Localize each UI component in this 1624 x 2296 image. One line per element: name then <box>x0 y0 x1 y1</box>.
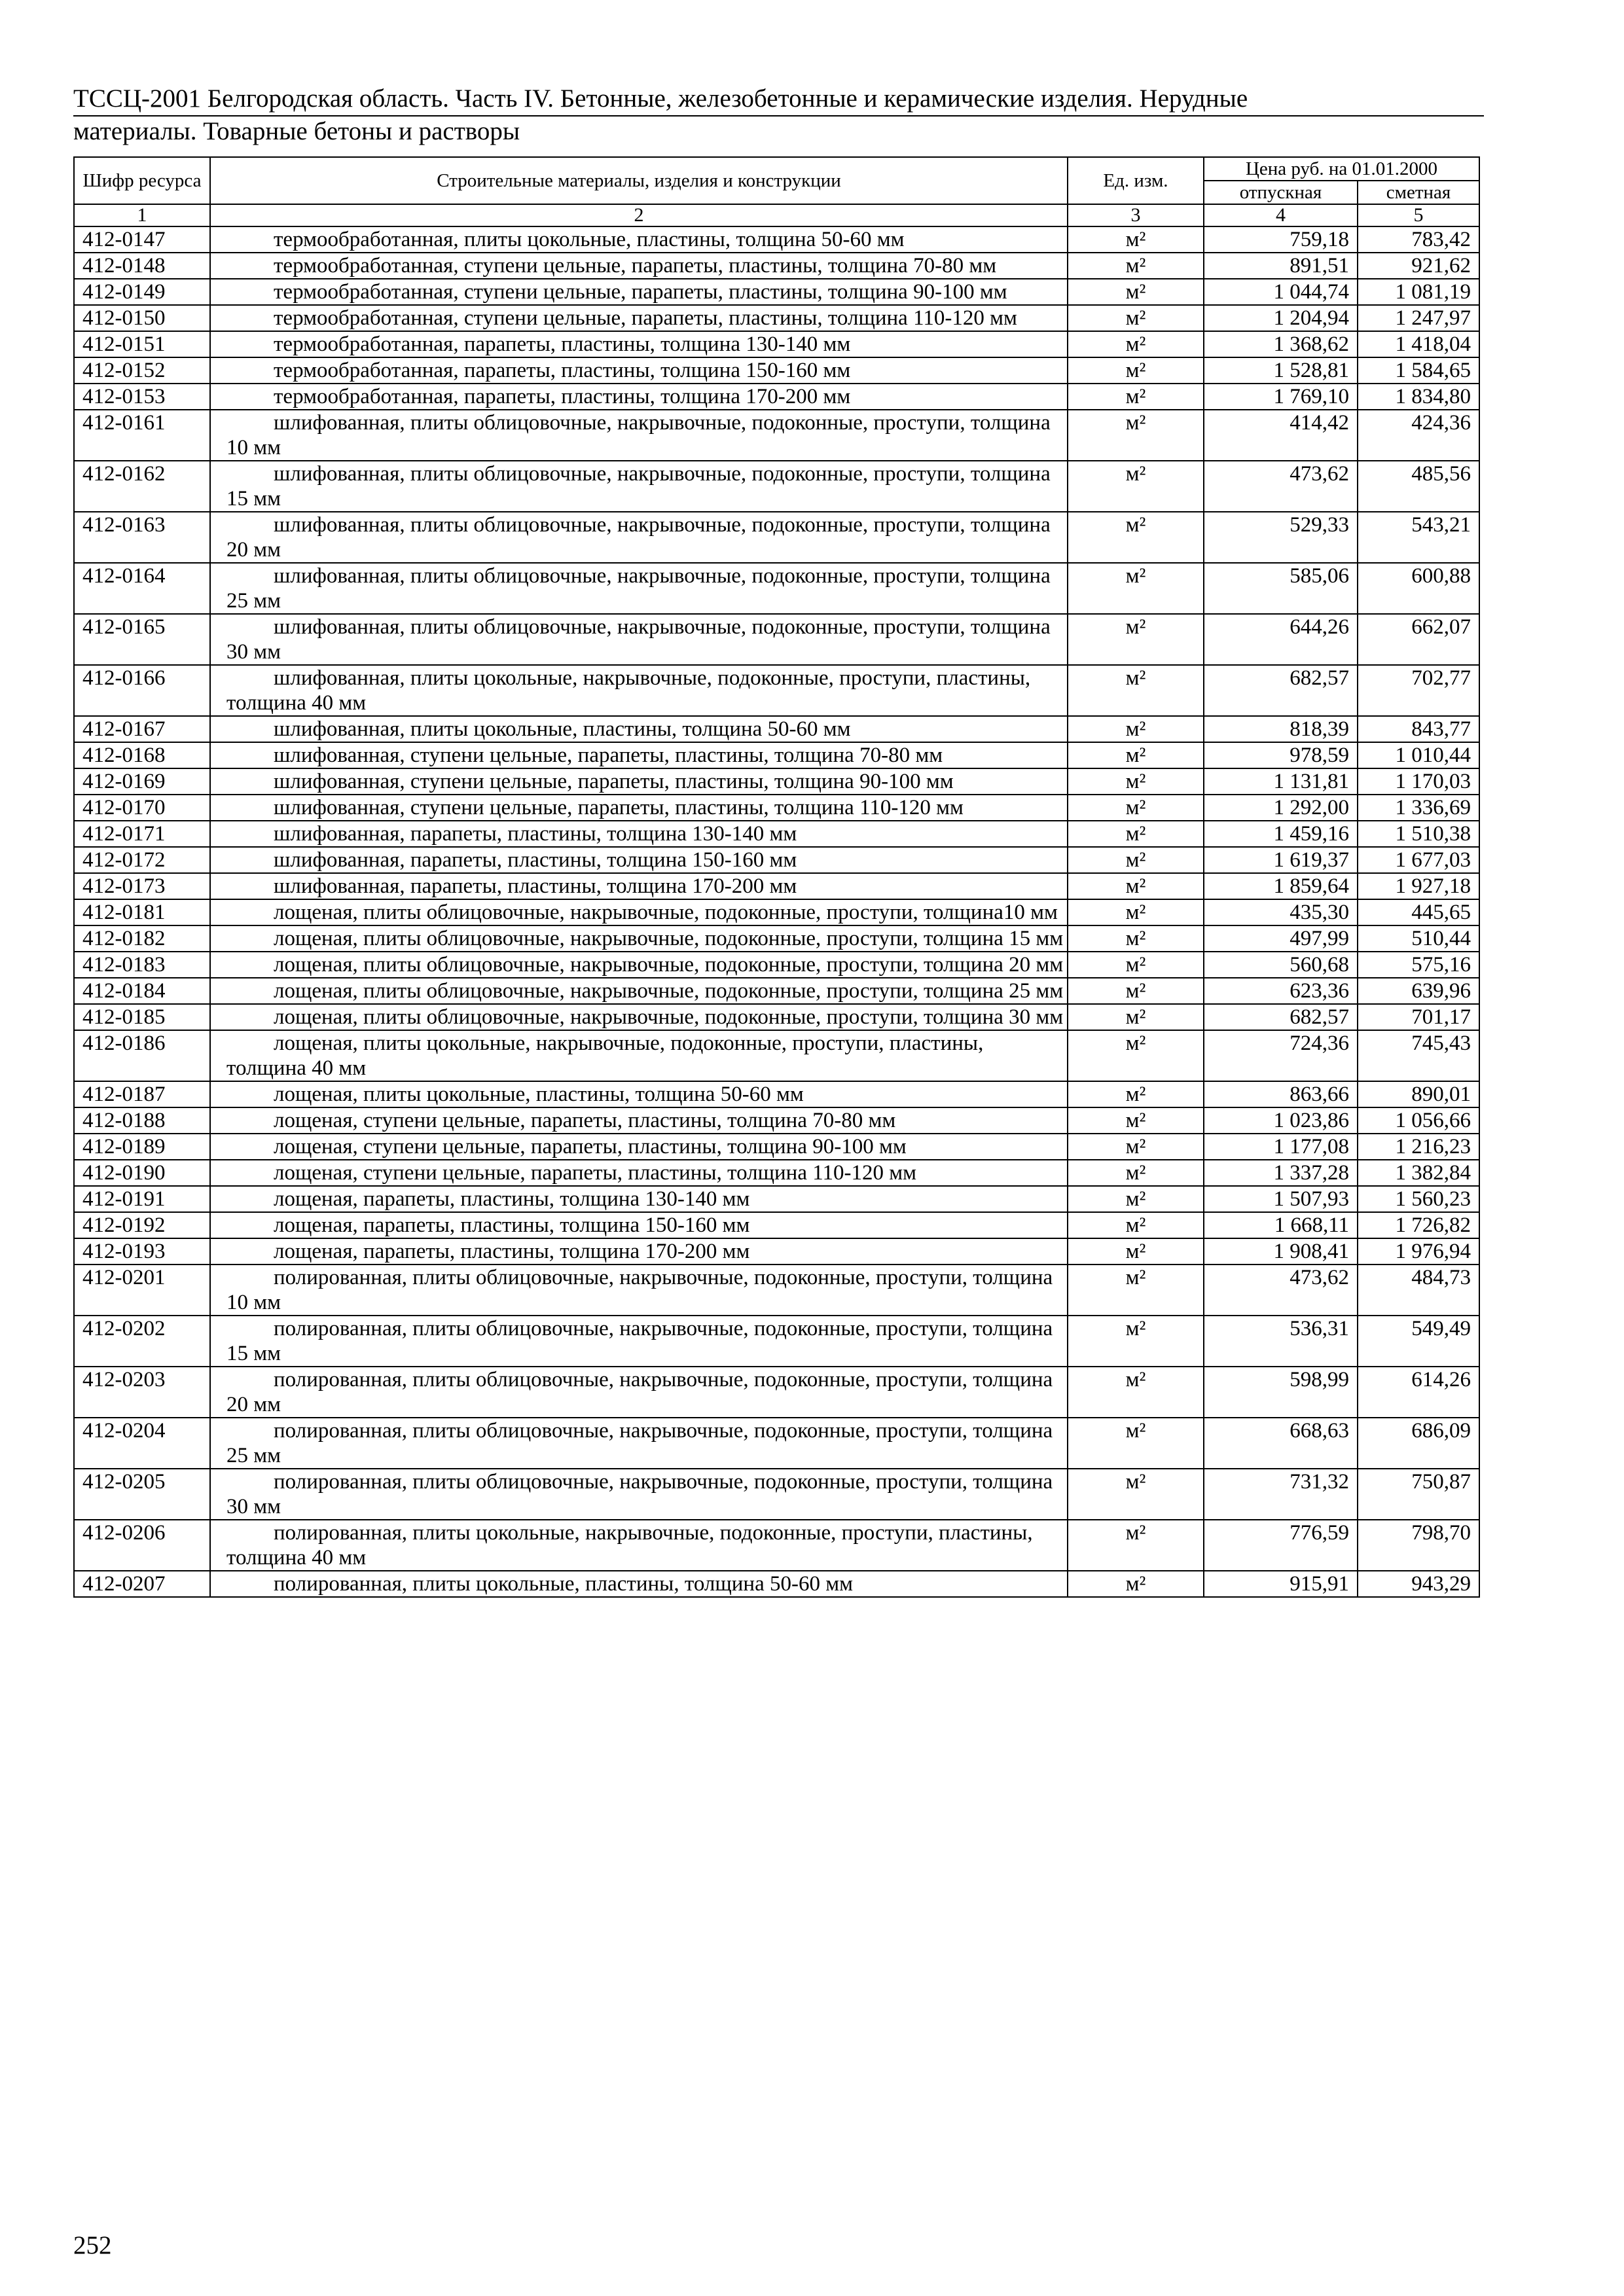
unit: м² <box>1068 563 1204 614</box>
estimate-price: 702,77 <box>1358 665 1479 716</box>
release-price: 724,36 <box>1204 1030 1358 1081</box>
material-name: термообработанная, плиты цокольные, пластины, толщина 50-60 мм <box>210 226 1068 253</box>
table-row <box>74 978 1479 1004</box>
release-price: 1 368,62 <box>1204 331 1358 357</box>
estimate-price: 549,49 <box>1358 1316 1479 1367</box>
table-row <box>74 1212 1479 1238</box>
table-row <box>74 1367 1479 1418</box>
unit: м² <box>1068 1367 1204 1418</box>
unit: м² <box>1068 821 1204 847</box>
unit: м² <box>1068 1418 1204 1469</box>
unit: м² <box>1068 716 1204 742</box>
table-row <box>74 614 1479 665</box>
unit: м² <box>1068 1212 1204 1238</box>
material-name: лощеная, плиты облицовочные, накрывочные, подоконные, проступи, толщина 30 мм <box>210 1004 1068 1030</box>
resource-code: 412-0172 <box>74 847 210 873</box>
release-price: 1 507,93 <box>1204 1186 1358 1212</box>
table-row <box>74 357 1479 384</box>
release-price: 1 619,37 <box>1204 847 1358 873</box>
release-price: 473,62 <box>1204 1265 1358 1316</box>
unit: м² <box>1068 1134 1204 1160</box>
table-row <box>74 253 1479 279</box>
estimate-price: 701,17 <box>1358 1004 1479 1030</box>
title-line-1: ТССЦ-2001 Белгородская область. Часть IV. Бетонные, железобетонные и керамические изделия. Нерудные <box>73 84 1484 117</box>
material-name: термообработанная, ступени цельные, парапеты, пластины, толщина 90-100 мм <box>210 279 1068 305</box>
unit: м² <box>1068 1265 1204 1316</box>
material-name: полированная, плиты облицовочные, накрывочные, подоконные, проступи, толщина 25 мм <box>210 1418 1068 1469</box>
resource-code: 412-0168 <box>74 742 210 768</box>
unit: м² <box>1068 873 1204 899</box>
release-price: 863,66 <box>1204 1081 1358 1107</box>
resource-code: 412-0162 <box>74 461 210 512</box>
release-price: 776,59 <box>1204 1520 1358 1571</box>
unit: м² <box>1068 847 1204 873</box>
table-row <box>74 226 1479 253</box>
unit: м² <box>1068 768 1204 795</box>
estimate-price: 1 382,84 <box>1358 1160 1479 1186</box>
resource-code: 412-0153 <box>74 384 210 410</box>
table-row <box>74 1081 1479 1107</box>
release-price: 1 044,74 <box>1204 279 1358 305</box>
estimate-price: 1 056,66 <box>1358 1107 1479 1134</box>
unit: м² <box>1068 1571 1204 1597</box>
release-price: 1 908,41 <box>1204 1238 1358 1265</box>
table-row <box>74 1004 1479 1030</box>
resource-code: 412-0164 <box>74 563 210 614</box>
table-row <box>74 1030 1479 1081</box>
table-row <box>74 952 1479 978</box>
material-name: шлифованная, парапеты, пластины, толщина 130-140 мм <box>210 821 1068 847</box>
estimate-price: 686,09 <box>1358 1418 1479 1469</box>
page-number: 252 <box>73 2231 112 2259</box>
release-price: 682,57 <box>1204 1004 1358 1030</box>
release-price: 644,26 <box>1204 614 1358 665</box>
table-row <box>74 1238 1479 1265</box>
material-name: лощеная, плиты облицовочные, накрывочные, подоконные, проступи, толщина 25 мм <box>210 978 1068 1004</box>
unit: м² <box>1068 461 1204 512</box>
table-row <box>74 1469 1479 1520</box>
release-price: 1 769,10 <box>1204 384 1358 410</box>
release-price: 682,57 <box>1204 665 1358 716</box>
estimate-price: 783,42 <box>1358 226 1479 253</box>
resource-code: 412-0184 <box>74 978 210 1004</box>
unit: м² <box>1068 1238 1204 1265</box>
release-price: 560,68 <box>1204 952 1358 978</box>
material-name: шлифованная, ступени цельные, парапеты, пластины, толщина 110-120 мм <box>210 795 1068 821</box>
resource-code: 412-0148 <box>74 253 210 279</box>
table-row <box>74 873 1479 899</box>
release-price: 1 131,81 <box>1204 768 1358 795</box>
resource-code: 412-0188 <box>74 1107 210 1134</box>
unit: м² <box>1068 226 1204 253</box>
table-row <box>74 742 1479 768</box>
resource-code: 412-0205 <box>74 1469 210 1520</box>
resource-code: 412-0206 <box>74 1520 210 1571</box>
estimate-price: 1 834,80 <box>1358 384 1479 410</box>
header-price: Цена руб. на 01.01.2000 <box>1204 157 1479 181</box>
estimate-price: 843,77 <box>1358 716 1479 742</box>
unit: м² <box>1068 978 1204 1004</box>
material-name: шлифованная, плиты цокольные, пластины, толщина 50-60 мм <box>210 716 1068 742</box>
resource-code: 412-0181 <box>74 899 210 925</box>
release-price: 1 177,08 <box>1204 1134 1358 1160</box>
table-row <box>74 768 1479 795</box>
estimate-price: 1 976,94 <box>1358 1238 1479 1265</box>
resource-code: 412-0161 <box>74 410 210 461</box>
material-name: лощеная, плиты цокольные, накрывочные, подоконные, проступи, пластины, толщина 40 мм <box>210 1030 1068 1081</box>
resource-code: 412-0190 <box>74 1160 210 1186</box>
header-unit: Ед. изм. <box>1068 157 1204 204</box>
release-price: 1 292,00 <box>1204 795 1358 821</box>
unit: м² <box>1068 305 1204 331</box>
material-name: полированная, плиты цокольные, пластины, толщина 50-60 мм <box>210 1571 1068 1597</box>
resource-code: 412-0185 <box>74 1004 210 1030</box>
material-name: шлифованная, плиты облицовочные, накрывочные, подоконные, проступи, толщина 25 мм <box>210 563 1068 614</box>
release-price: 915,91 <box>1204 1571 1358 1597</box>
material-name: полированная, плиты облицовочные, накрывочные, подоконные, проступи, толщина 20 мм <box>210 1367 1068 1418</box>
material-name: шлифованная, плиты облицовочные, накрывочные, подоконные, проступи, толщина 15 мм <box>210 461 1068 512</box>
unit: м² <box>1068 665 1204 716</box>
unit: м² <box>1068 1520 1204 1571</box>
release-price: 818,39 <box>1204 716 1358 742</box>
resource-code: 412-0166 <box>74 665 210 716</box>
material-name: лощеная, парапеты, пластины, толщина 170-200 мм <box>210 1238 1068 1265</box>
unit: м² <box>1068 795 1204 821</box>
resource-code: 412-0170 <box>74 795 210 821</box>
table-row <box>74 1571 1479 1597</box>
resource-code: 412-0201 <box>74 1265 210 1316</box>
unit: м² <box>1068 899 1204 925</box>
unit: м² <box>1068 357 1204 384</box>
release-price: 435,30 <box>1204 899 1358 925</box>
material-name: шлифованная, плиты облицовочные, накрывочные, подоконные, проступи, толщина 30 мм <box>210 614 1068 665</box>
unit: м² <box>1068 1030 1204 1081</box>
resource-code: 412-0204 <box>74 1418 210 1469</box>
unit: м² <box>1068 410 1204 461</box>
resource-code: 412-0171 <box>74 821 210 847</box>
estimate-price: 1 560,23 <box>1358 1186 1479 1212</box>
estimate-price: 600,88 <box>1358 563 1479 614</box>
material-name: термообработанная, ступени цельные, парапеты, пластины, толщина 110-120 мм <box>210 305 1068 331</box>
estimate-price: 424,36 <box>1358 410 1479 461</box>
resource-code: 412-0183 <box>74 952 210 978</box>
table-row <box>74 331 1479 357</box>
unit: м² <box>1068 1081 1204 1107</box>
release-price: 473,62 <box>1204 461 1358 512</box>
table-row <box>74 665 1479 716</box>
resource-code: 412-0149 <box>74 279 210 305</box>
release-price: 598,99 <box>1204 1367 1358 1418</box>
estimate-price: 1 726,82 <box>1358 1212 1479 1238</box>
column-number: 4 <box>1204 204 1358 226</box>
table-row <box>74 461 1479 512</box>
table-row <box>74 795 1479 821</box>
header-name: Строительные материалы, изделия и конструкции <box>210 157 1068 204</box>
material-name: лощеная, ступени цельные, парапеты, пластины, толщина 110-120 мм <box>210 1160 1068 1186</box>
release-price: 1 859,64 <box>1204 873 1358 899</box>
material-name: термообработанная, парапеты, пластины, толщина 170-200 мм <box>210 384 1068 410</box>
material-name: полированная, плиты облицовочные, накрывочные, подоконные, проступи, толщина 30 мм <box>210 1469 1068 1520</box>
table-row <box>74 384 1479 410</box>
column-number: 1 <box>74 204 210 226</box>
table-row <box>74 1160 1479 1186</box>
resource-code: 412-0191 <box>74 1186 210 1212</box>
estimate-price: 1 081,19 <box>1358 279 1479 305</box>
table-row <box>74 1107 1479 1134</box>
resource-code: 412-0152 <box>74 357 210 384</box>
unit: м² <box>1068 925 1204 952</box>
release-price: 891,51 <box>1204 253 1358 279</box>
release-price: 731,32 <box>1204 1469 1358 1520</box>
estimate-price: 1 510,38 <box>1358 821 1479 847</box>
table-row <box>74 847 1479 873</box>
estimate-price: 484,73 <box>1358 1265 1479 1316</box>
table-row <box>74 1520 1479 1571</box>
estimate-price: 1 677,03 <box>1358 847 1479 873</box>
resource-code: 412-0202 <box>74 1316 210 1367</box>
estimate-price: 750,87 <box>1358 1469 1479 1520</box>
estimate-price: 798,70 <box>1358 1520 1479 1571</box>
material-name: шлифованная, ступени цельные, парапеты, пластины, толщина 70-80 мм <box>210 742 1068 768</box>
release-price: 1 337,28 <box>1204 1160 1358 1186</box>
unit: м² <box>1068 1469 1204 1520</box>
unit: м² <box>1068 279 1204 305</box>
release-price: 623,36 <box>1204 978 1358 1004</box>
material-name: полированная, плиты облицовочные, накрывочные, подоконные, проступи, толщина 10 мм <box>210 1265 1068 1316</box>
table-row <box>74 1186 1479 1212</box>
estimate-price: 510,44 <box>1358 925 1479 952</box>
estimate-price: 1 584,65 <box>1358 357 1479 384</box>
material-name: лощеная, ступени цельные, парапеты, пластины, толщина 70-80 мм <box>210 1107 1068 1134</box>
material-name: лощеная, ступени цельные, парапеты, пластины, толщина 90-100 мм <box>210 1134 1068 1160</box>
material-name: лощеная, парапеты, пластины, толщина 130-140 мм <box>210 1186 1068 1212</box>
material-name: лощеная, парапеты, пластины, толщина 150-160 мм <box>210 1212 1068 1238</box>
unit: м² <box>1068 1107 1204 1134</box>
estimate-price: 1 247,97 <box>1358 305 1479 331</box>
resource-code: 412-0151 <box>74 331 210 357</box>
material-name: шлифованная, плиты облицовочные, накрывочные, подоконные, проступи, толщина 10 мм <box>210 410 1068 461</box>
table-row <box>74 1418 1479 1469</box>
estimate-price: 575,16 <box>1358 952 1479 978</box>
table-row <box>74 716 1479 742</box>
resource-code: 412-0182 <box>74 925 210 952</box>
material-name: шлифованная, ступени цельные, парапеты, пластины, толщина 90-100 мм <box>210 768 1068 795</box>
table-row <box>74 1316 1479 1367</box>
material-name: полированная, плиты облицовочные, накрывочные, подоконные, проступи, толщина 15 мм <box>210 1316 1068 1367</box>
resource-code: 412-0165 <box>74 614 210 665</box>
resource-code: 412-0186 <box>74 1030 210 1081</box>
estimate-price: 485,56 <box>1358 461 1479 512</box>
unit: м² <box>1068 952 1204 978</box>
material-name: шлифованная, парапеты, пластины, толщина 170-200 мм <box>210 873 1068 899</box>
unit: м² <box>1068 512 1204 563</box>
material-name: термообработанная, парапеты, пластины, толщина 150-160 мм <box>210 357 1068 384</box>
table-row <box>74 821 1479 847</box>
release-price: 585,06 <box>1204 563 1358 614</box>
unit: м² <box>1068 384 1204 410</box>
estimate-price: 445,65 <box>1358 899 1479 925</box>
title-line-2: материалы. Товарные бетоны и растворы <box>73 117 520 145</box>
table-row <box>74 305 1479 331</box>
resource-code: 412-0187 <box>74 1081 210 1107</box>
estimate-price: 543,21 <box>1358 512 1479 563</box>
estimate-price: 1 418,04 <box>1358 331 1479 357</box>
column-number: 2 <box>210 204 1068 226</box>
table-row <box>74 279 1479 305</box>
release-price: 1 528,81 <box>1204 357 1358 384</box>
release-price: 1 204,94 <box>1204 305 1358 331</box>
material-name: шлифованная, парапеты, пластины, толщина 150-160 мм <box>210 847 1068 873</box>
estimate-price: 1 216,23 <box>1358 1134 1479 1160</box>
resource-code: 412-0193 <box>74 1238 210 1265</box>
unit: м² <box>1068 1186 1204 1212</box>
document-title <box>73 84 1484 147</box>
release-price: 536,31 <box>1204 1316 1358 1367</box>
table-row <box>74 410 1479 461</box>
unit: м² <box>1068 742 1204 768</box>
price-table <box>73 156 1480 1598</box>
column-number: 5 <box>1358 204 1479 226</box>
release-price: 759,18 <box>1204 226 1358 253</box>
release-price: 497,99 <box>1204 925 1358 952</box>
material-name: лощеная, плиты облицовочные, накрывочные, подоконные, проступи, толщина 15 мм <box>210 925 1068 952</box>
table-row <box>74 563 1479 614</box>
material-name: лощеная, плиты облицовочные, накрывочные, подоконные, проступи, толщина10 мм <box>210 899 1068 925</box>
resource-code: 412-0167 <box>74 716 210 742</box>
release-price: 1 023,86 <box>1204 1107 1358 1134</box>
material-name: шлифованная, плиты облицовочные, накрывочные, подоконные, проступи, толщина 20 мм <box>210 512 1068 563</box>
unit: м² <box>1068 1004 1204 1030</box>
release-price: 414,42 <box>1204 410 1358 461</box>
material-name: шлифованная, плиты цокольные, накрывочные, подоконные, проступи, пластины, толщина 40 мм <box>210 665 1068 716</box>
table-row <box>74 512 1479 563</box>
material-name: лощеная, плиты облицовочные, накрывочные, подоконные, проступи, толщина 20 мм <box>210 952 1068 978</box>
table-row <box>74 925 1479 952</box>
resource-code: 412-0173 <box>74 873 210 899</box>
estimate-price: 745,43 <box>1358 1030 1479 1081</box>
resource-code: 412-0150 <box>74 305 210 331</box>
estimate-price: 943,29 <box>1358 1571 1479 1597</box>
header-code: Шифр ресурса <box>74 157 210 204</box>
estimate-price: 1 336,69 <box>1358 795 1479 821</box>
header-estimate-price: сметная <box>1358 181 1479 204</box>
material-name: полированная, плиты цокольные, накрывочные, подоконные, проступи, пластины, толщина 40 мм <box>210 1520 1068 1571</box>
unit: м² <box>1068 1316 1204 1367</box>
material-name: лощеная, плиты цокольные, пластины, толщина 50-60 мм <box>210 1081 1068 1107</box>
resource-code: 412-0169 <box>74 768 210 795</box>
resource-code: 412-0192 <box>74 1212 210 1238</box>
estimate-price: 639,96 <box>1358 978 1479 1004</box>
material-name: термообработанная, ступени цельные, парапеты, пластины, толщина 70-80 мм <box>210 253 1068 279</box>
resource-code: 412-0207 <box>74 1571 210 1597</box>
column-number: 3 <box>1068 204 1204 226</box>
table-row <box>74 1265 1479 1316</box>
estimate-price: 1 170,03 <box>1358 768 1479 795</box>
release-price: 529,33 <box>1204 512 1358 563</box>
resource-code: 412-0189 <box>74 1134 210 1160</box>
estimate-price: 662,07 <box>1358 614 1479 665</box>
unit: м² <box>1068 331 1204 357</box>
unit: м² <box>1068 1160 1204 1186</box>
header-release-price: отпускная <box>1204 181 1358 204</box>
table-row <box>74 1134 1479 1160</box>
estimate-price: 614,26 <box>1358 1367 1479 1418</box>
unit: м² <box>1068 253 1204 279</box>
resource-code: 412-0203 <box>74 1367 210 1418</box>
release-price: 668,63 <box>1204 1418 1358 1469</box>
resource-code: 412-0163 <box>74 512 210 563</box>
estimate-price: 1 927,18 <box>1358 873 1479 899</box>
table-row <box>74 899 1479 925</box>
estimate-price: 921,62 <box>1358 253 1479 279</box>
release-price: 978,59 <box>1204 742 1358 768</box>
table-body <box>74 226 1479 1597</box>
material-name: термообработанная, парапеты, пластины, толщина 130-140 мм <box>210 331 1068 357</box>
resource-code: 412-0147 <box>74 226 210 253</box>
release-price: 1 459,16 <box>1204 821 1358 847</box>
estimate-price: 1 010,44 <box>1358 742 1479 768</box>
unit: м² <box>1068 614 1204 665</box>
release-price: 1 668,11 <box>1204 1212 1358 1238</box>
estimate-price: 890,01 <box>1358 1081 1479 1107</box>
